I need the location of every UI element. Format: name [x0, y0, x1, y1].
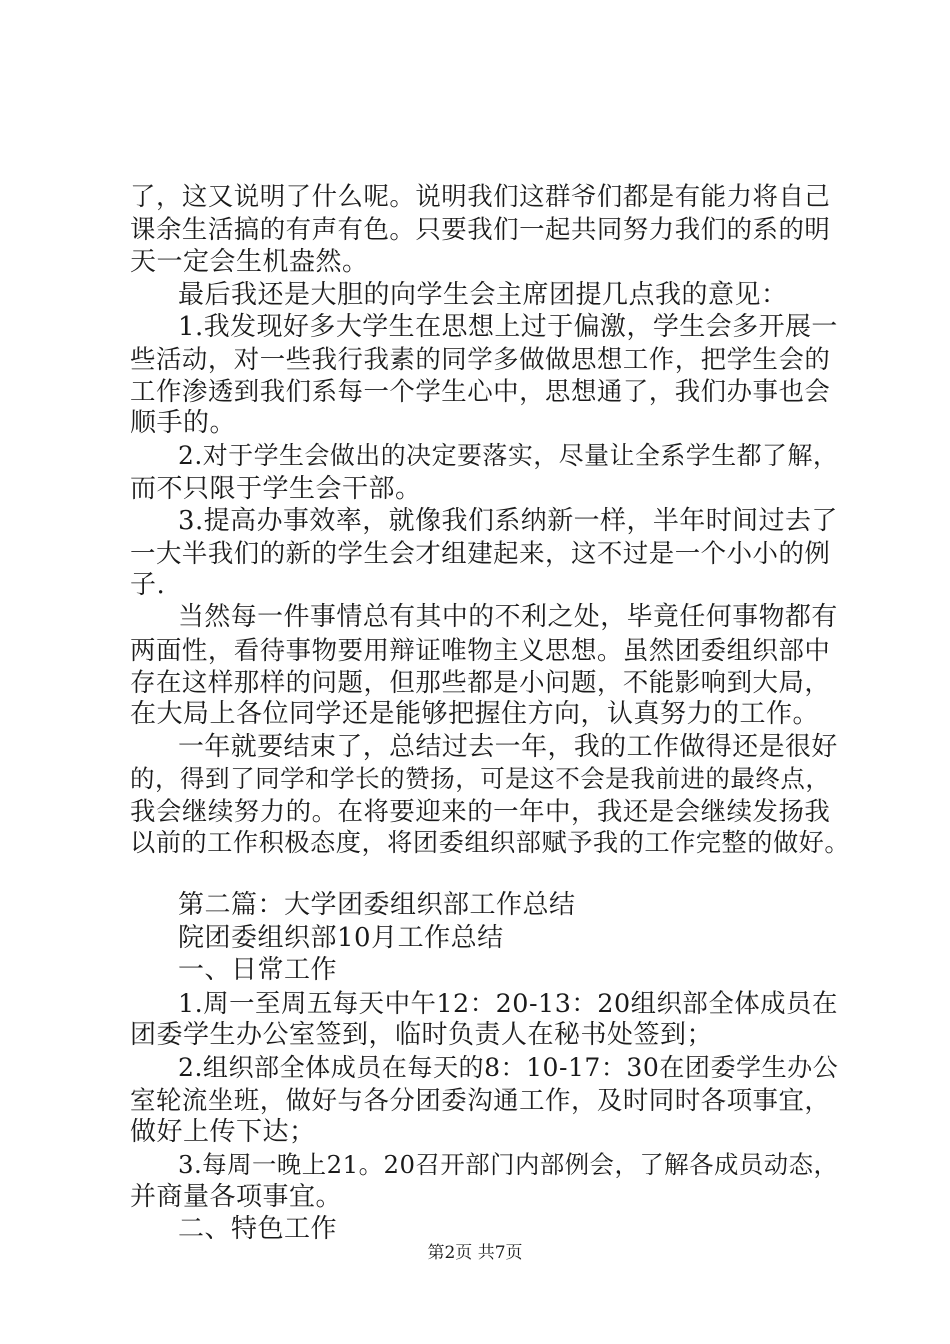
text-line: 在大局上各位同学还是能够把握住方向，认真努力的工作。 — [130, 699, 820, 729]
text-line: 最后我还是大胆的向学生会主席团提几点我的意见： — [178, 280, 788, 310]
text-line: 1.我发现好多大学生在思想上过于偏激，学生会多开展一 — [178, 312, 838, 342]
text-line: 一年就要结束了，总结过去一年，我的工作做得还是很好 — [178, 732, 838, 762]
text-line: 1.周一至周五每天中午12：20-13：20组织部全体成员在 — [178, 988, 838, 1018]
text-line: 3.提高办事效率，就像我们系纳新一样，半年时间过去了 — [178, 506, 838, 536]
text-line: 存在这样那样的问题，但那些都是小问题，不能影响到大局， — [130, 667, 831, 697]
section-heading: 第二篇：大学团委组织部工作总结 — [178, 890, 576, 920]
text-line: 以前的工作积极态度，将团委组织部赋予我的工作完整的做好。 — [130, 828, 851, 857]
text-line: 二、特色工作 — [178, 1214, 338, 1244]
text-line: 而不只限于学生会干部。 — [130, 474, 422, 504]
text-line: 团委学生办公室签到，临时负责人在秘书处签到； — [130, 1020, 714, 1050]
text-line: 顺手的。 — [130, 408, 237, 438]
text-line: 室轮流坐班，做好与各分团委沟通工作，及时同时各项事宜， — [130, 1085, 831, 1115]
text-line: 当然每一件事情总有其中的不利之处，毕竟任何事物都有 — [178, 602, 838, 632]
text-line: 我会继续努力的。在将要迎来的一年中，我还是会继续发扬我 — [130, 796, 831, 826]
text-line: 2.对于学生会做出的决定要落实，尽量让全系学生都了解， — [178, 441, 839, 470]
text-line: 两面性，看待事物要用辩证唯物主义思想。虽然团委组织部中 — [130, 635, 831, 665]
text-line: 并商量各项事宜。 — [130, 1182, 343, 1212]
text-line: 的，得到了同学和学长的赞扬，可是这不会是我前进的最终点， — [130, 764, 831, 793]
text-line: 工作渗透到我们系每一个学生心中，思想通了，我们办事也会 — [130, 376, 831, 406]
page-number-footer: 第2页 共7页 — [427, 1243, 523, 1263]
text-line: 做好上传下达； — [130, 1117, 316, 1147]
text-line: 3.每周一晚上21。20召开部门内部例会，了解各成员动态， — [178, 1150, 839, 1179]
text-line: 2.组织部全体成员在每天的8：10-17：30在团委学生办公 — [178, 1053, 839, 1082]
text-line: 课余生活搞的有声有色。只要我们一起共同努力我们的系的明 — [130, 214, 831, 244]
text-line: 了，这又说明了什么呢。说明我们这群爷们都是有能力将自己 — [130, 181, 831, 211]
text-line: 些活动，对一些我行我素的同学多做做思想工作，把学生会的 — [130, 344, 831, 374]
text-line: 一大半我们的新的学生会才组建起来，这不过是一个小小的例 — [130, 538, 831, 568]
text-line: 一、日常工作 — [178, 955, 338, 985]
text-line: 子. — [130, 570, 166, 600]
text-line: 天一定会生机盎然。 — [130, 247, 369, 277]
text-line: 院团委组织部10月工作总结 — [178, 923, 504, 953]
